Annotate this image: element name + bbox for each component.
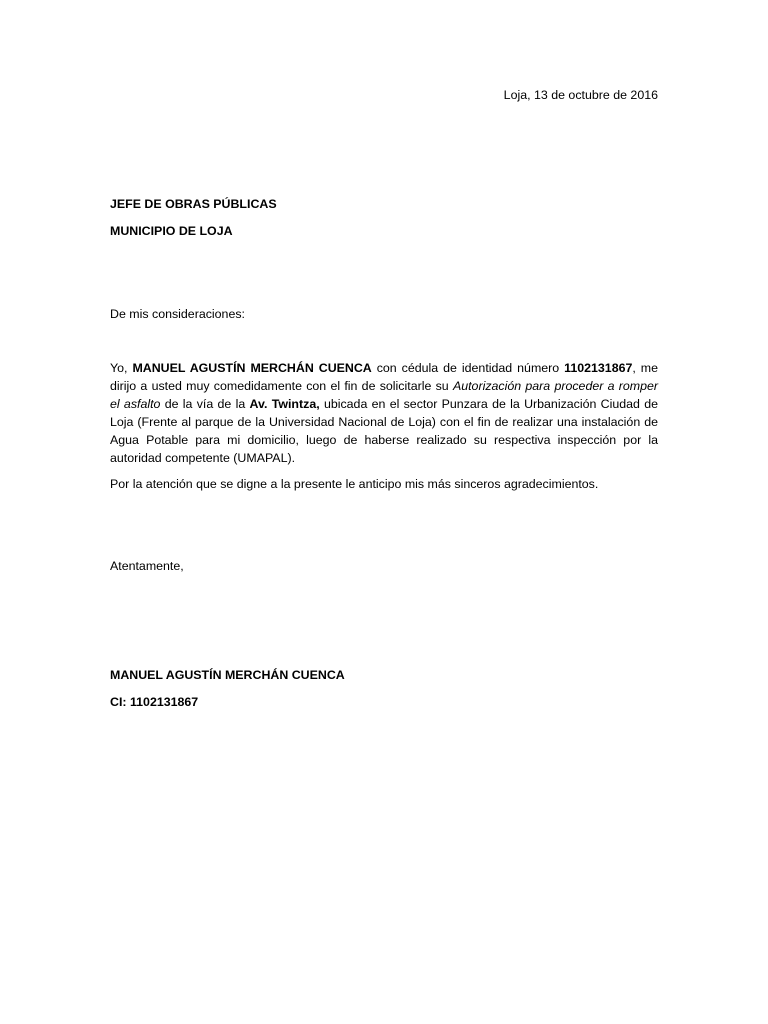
body-text-street-intro: de la vía de la [160,397,250,411]
farewell: Atentamente, [110,559,184,573]
recipient-organization: MUNICIPIO DE LOJA [110,224,233,238]
letter-date: Loja, 13 de octubre de 2016 [503,88,658,102]
body-text-id-intro: con cédula de identidad número [371,361,565,375]
recipient-title: JEFE DE OBRAS PÚBLICAS [110,197,277,211]
body-applicant-name: MANUEL AGUSTÍN MERCHÁN CUENCA [132,361,372,375]
body-text-details: ubicada en el sector Punzara de la Urbanización Ciudad de Loja (Frente al parque de la Universidad Nacional de Loja) con el fin de realizar una instalación de Agua Potable para mi domicilio, luego de haberse realizado su respectiva inspección por la autoridad competente (UMAPAL). [110,397,658,465]
body-text-intro: Yo, [110,361,133,375]
body-text-request-intro: , me dirijo a usted muy comedidamente con el fin de solicitarle su [110,361,658,393]
closing-paragraph: Por la atención que se digne a la presente le anticipo mis más sinceros agradecimientos. [110,477,599,491]
greeting: De mis consideraciones: [110,307,245,321]
body-street: Av. Twintza, [249,397,320,411]
signature-name: MANUEL AGUSTÍN MERCHÁN CUENCA [110,668,345,682]
body-request: Autorización para proceder a romper el asfalto [110,379,658,411]
body-paragraph [110,359,658,467]
body-id-number: 1102131867 [564,361,633,375]
signature-id: CI: 1102131867 [110,695,199,709]
